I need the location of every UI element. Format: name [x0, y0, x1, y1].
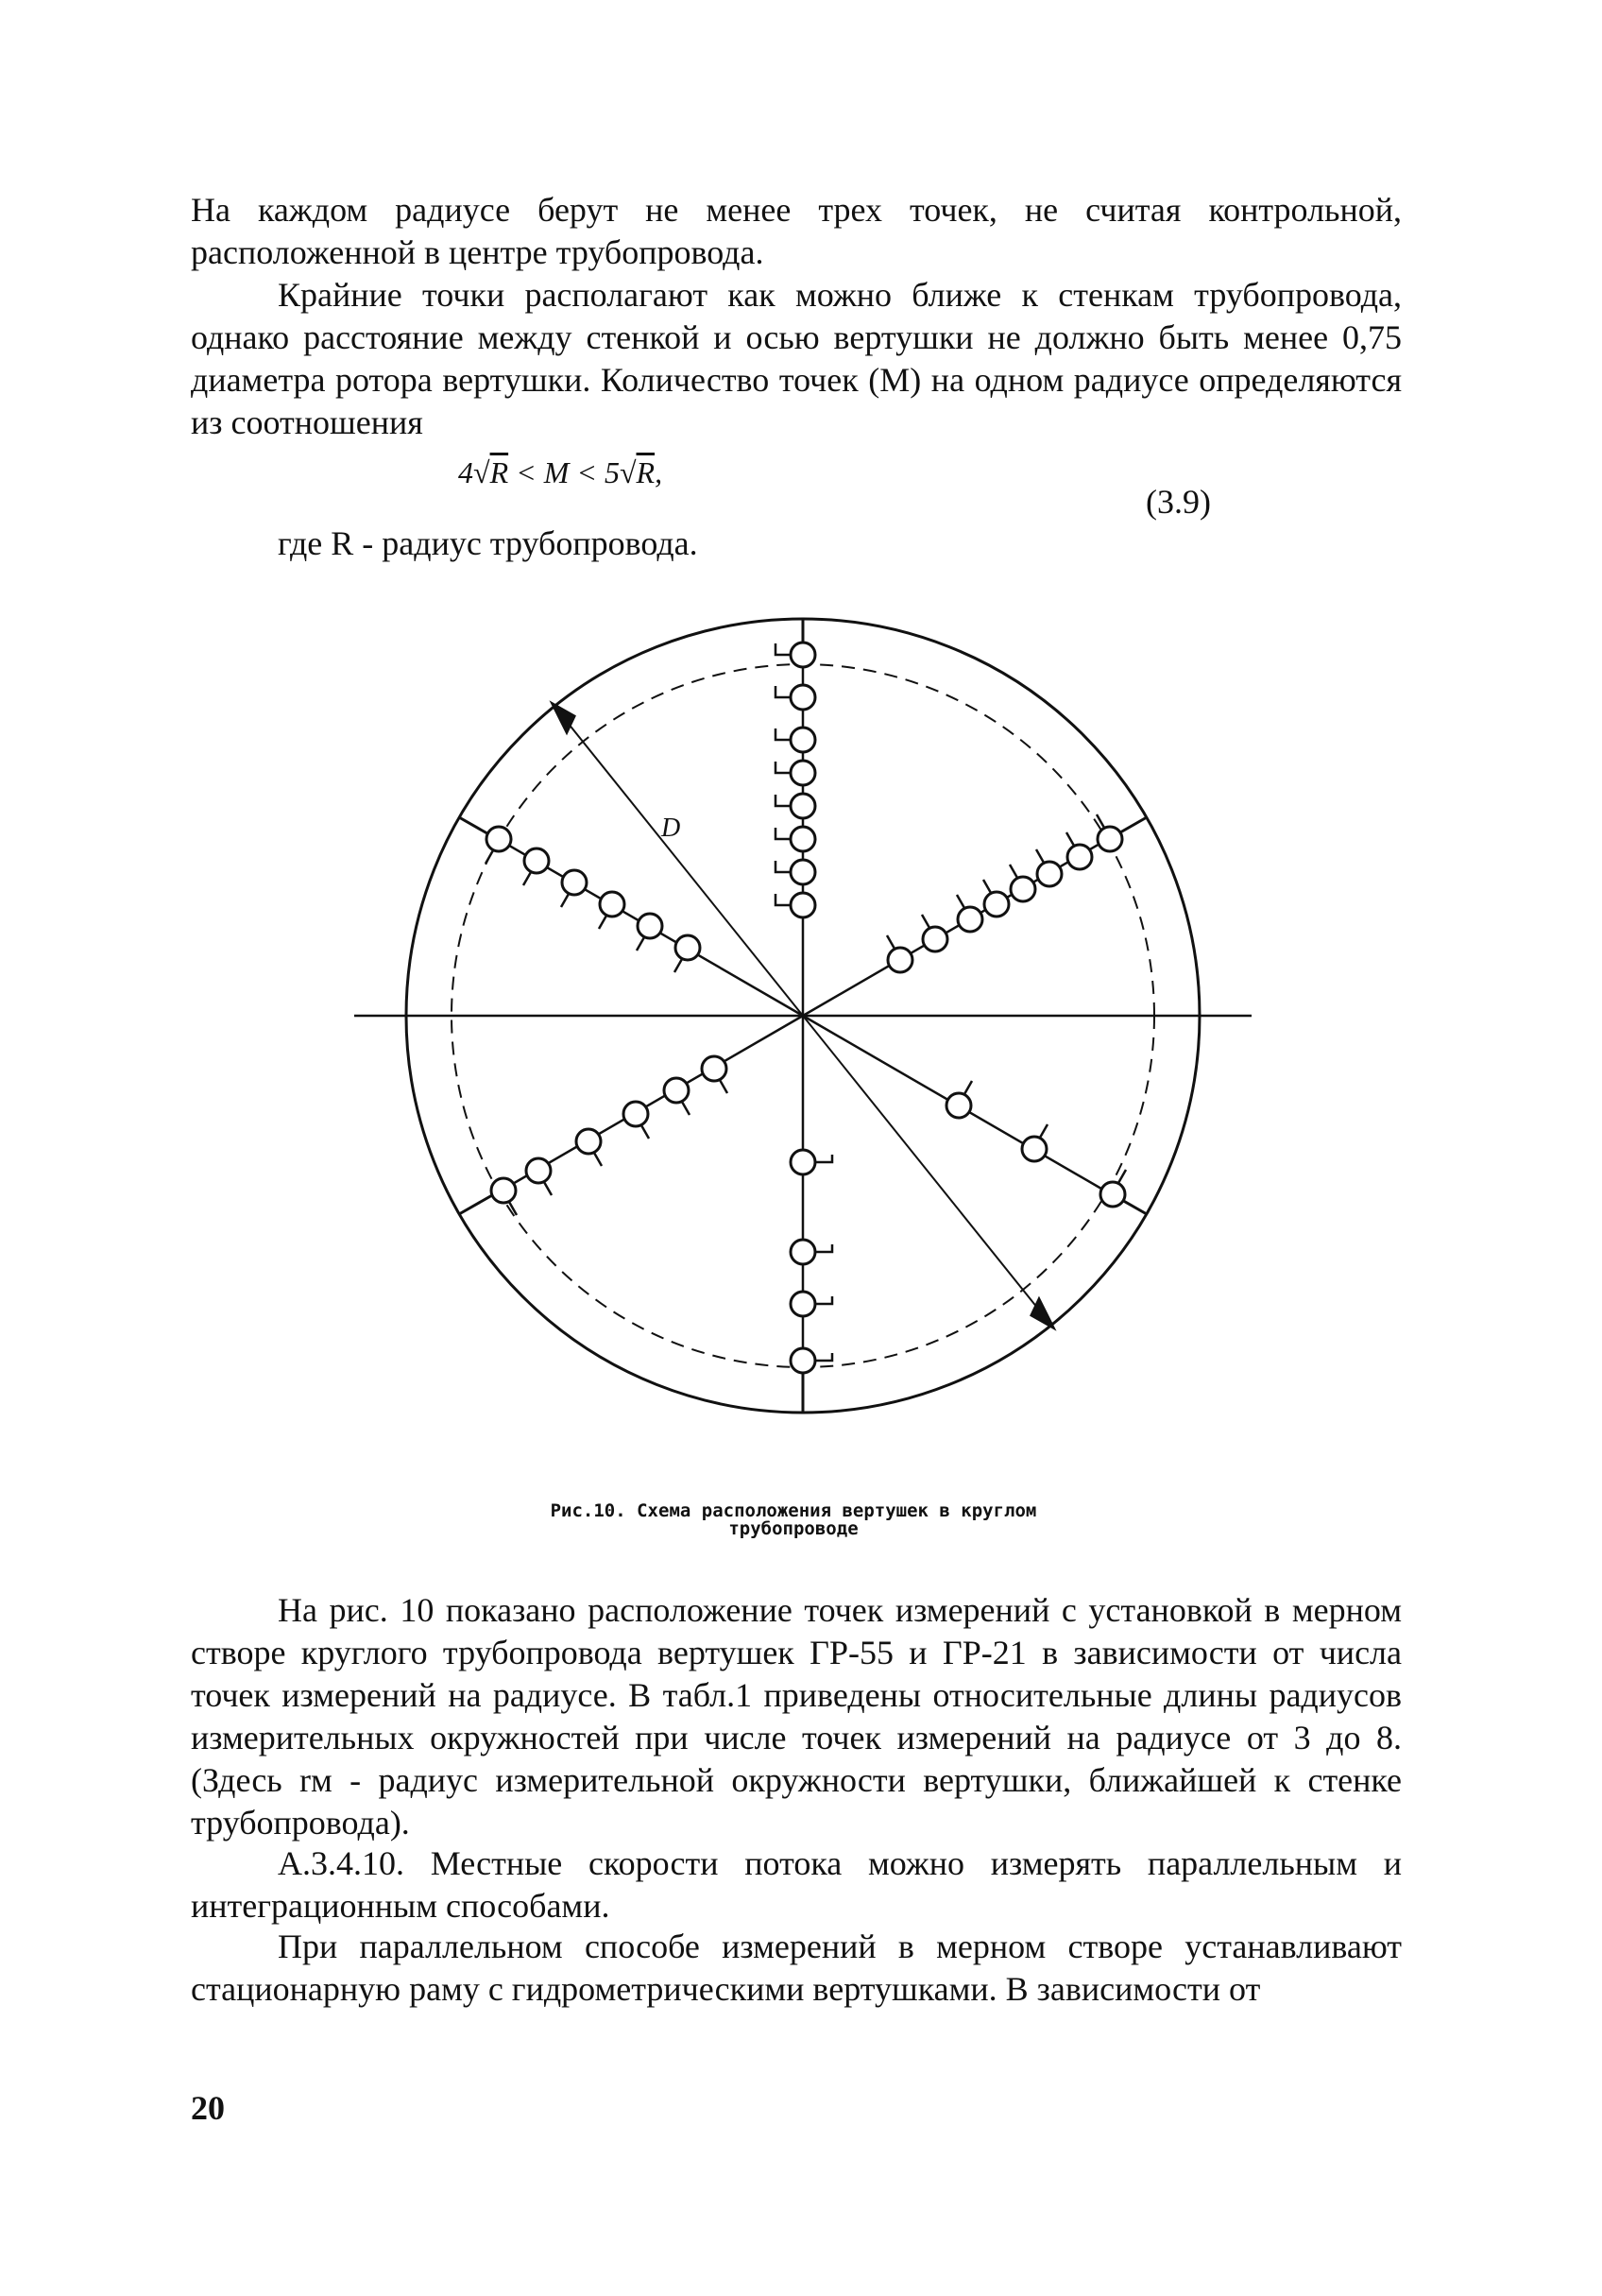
meter-point: [791, 860, 815, 884]
meter-point: [791, 794, 815, 818]
meter-point: [791, 728, 815, 752]
radius-upper-right-meters: [888, 827, 1122, 972]
meter-point: [664, 1078, 689, 1103]
meter-point: [623, 1102, 648, 1126]
paragraph-3: На рис. 10 показано расположение точек измерений с установкой в мерном створе круглого трубопровода вертушек ГР-55 и ГР-21 в зависимости от числа точек измерений на радиусе. В табл.1 приведены относительные длины радиусов измерительных окружностей при числе точек измерений на радиусе от 3 до 8. (Здесь rм - радиус измерительной окружности вертушки, ближайшей к стенке трубопровода).: [191, 1591, 1402, 1842]
meter-point: [791, 685, 815, 710]
meter-point: [702, 1056, 726, 1081]
meter-point: [946, 1093, 971, 1118]
meter-point: [675, 935, 700, 960]
paragraph-5: При параллельном способе измерений в мерном створе устанавливают стационарную раму с гидрометрическими вертушками. В зависимости от: [191, 1928, 1402, 2008]
meter-point: [791, 1150, 815, 1174]
meter-point: [1037, 862, 1062, 886]
meter-point: [888, 948, 912, 972]
meter-point: [486, 827, 511, 851]
meter-point: [491, 1178, 516, 1203]
radius-lower-right-meters: [946, 1093, 1125, 1207]
paragraph-1: На каждом радиусе берут не менее трех точек, не считая контрольной, расположенной в центре трубопровода.: [191, 191, 1402, 271]
formula-left-coef: 4: [458, 455, 473, 489]
meter-point: [1011, 877, 1035, 901]
paragraph-4: А.3.4.10. Местные скорости потока можно измерять параллельным и интеграционным способами.: [191, 1844, 1402, 1925]
equation-number: (3.9): [1146, 483, 1211, 521]
formula-right-coef: 5: [604, 455, 620, 489]
caption-line-1: Рис.10. Схема расположения вертушек в круглом: [550, 1500, 1037, 1521]
meter-point: [526, 1158, 551, 1183]
meter-point: [923, 927, 947, 951]
where-text: где R - радиус трубопровода.: [278, 524, 698, 562]
meter-point: [600, 892, 624, 917]
meter-point: [791, 1348, 815, 1373]
meter-point: [791, 643, 815, 667]
meter-point: [791, 827, 815, 851]
meter-point: [1067, 845, 1092, 869]
meter-point: [1100, 1182, 1125, 1207]
diameter-label: D: [661, 814, 681, 843]
meter-point: [1098, 827, 1122, 851]
sqrt-symbol: √: [619, 455, 637, 489]
formula-end: ,: [655, 455, 663, 489]
meter-point: [791, 1240, 815, 1264]
pipe-cross-section-diagram: [349, 586, 1256, 1483]
paragraph-2: Крайние точки располагают как можно ближе к стенкам трубопровода, однако расстояние между стенкой и осью вертушки не должно быть менее 0,75 диаметра ротора вертушки. Количество точек (М) на одном радиусе определяются из соотношения: [191, 276, 1402, 441]
meter-point: [984, 892, 1009, 917]
meter-point: [524, 848, 549, 873]
page-number: 20: [191, 2089, 225, 2127]
meter-point: [958, 907, 982, 932]
formula-3-9: [458, 455, 662, 490]
formula-radicand-right: R: [636, 455, 656, 489]
caption-line-2: трубопроводе: [728, 1518, 859, 1539]
meter-point: [791, 893, 815, 917]
meter-point: [562, 870, 587, 895]
figure-caption: [359, 1502, 1228, 1538]
meter-point: [638, 914, 662, 938]
formula-middle: < M <: [508, 455, 605, 489]
meter-point: [791, 1292, 815, 1316]
radius-top-meters: [791, 643, 815, 917]
radius-lower-left-meters: [491, 1056, 726, 1203]
meter-point: [1022, 1137, 1047, 1161]
sqrt-symbol: √: [473, 455, 490, 489]
meter-point: [791, 761, 815, 785]
meter-point: [576, 1129, 601, 1154]
formula-radicand-left: R: [489, 455, 509, 489]
